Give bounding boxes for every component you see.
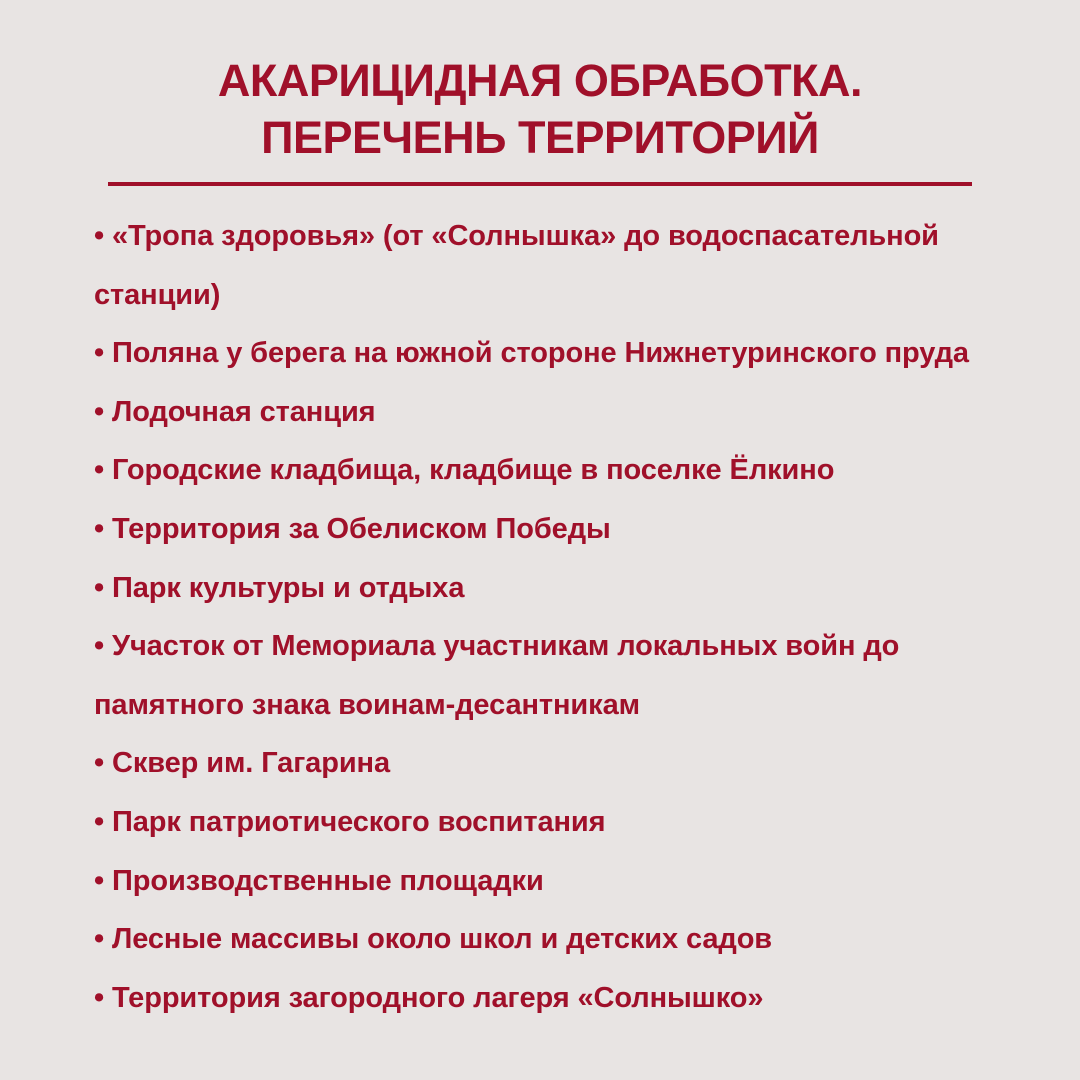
list-item: • «Тропа здоровья» (от «Солнышка» до водоспасательной станции) — [94, 220, 939, 311]
territory-list — [94, 207, 1054, 1027]
title-divider — [108, 182, 972, 186]
page-title — [0, 52, 1080, 166]
list-item: • Территория за Обелиском Победы — [94, 512, 611, 545]
list-item: • Лодочная станция — [94, 395, 376, 428]
list-item: • Парк патриотического воспитания — [94, 805, 606, 838]
list-item: • Территория загородного лагеря «Солнышко» — [94, 981, 764, 1014]
list-item: • Сквер им. Гагарина — [94, 747, 390, 780]
list-item: • Лесные массивы около школ и детских садов — [94, 923, 773, 956]
list-item: • Производственные площадки — [94, 864, 544, 897]
list-item: • Поляна у берега на южной стороне Нижнетуринского пруда — [94, 337, 969, 370]
title-line-1: АКАРИЦИДНАЯ ОБРАБОТКА. — [217, 55, 863, 106]
list-item: • Участок от Мемориала участникам локальных войн до памятного знака воинам-десантникам — [94, 630, 900, 721]
title-line-2: ПЕРЕЧЕНЬ ТЕРРИТОРИЙ — [261, 112, 819, 163]
list-item: • Городские кладбища, кладбище в поселке Ёлкино — [94, 454, 835, 487]
list-item: • Парк культуры и отдыха — [94, 571, 465, 604]
